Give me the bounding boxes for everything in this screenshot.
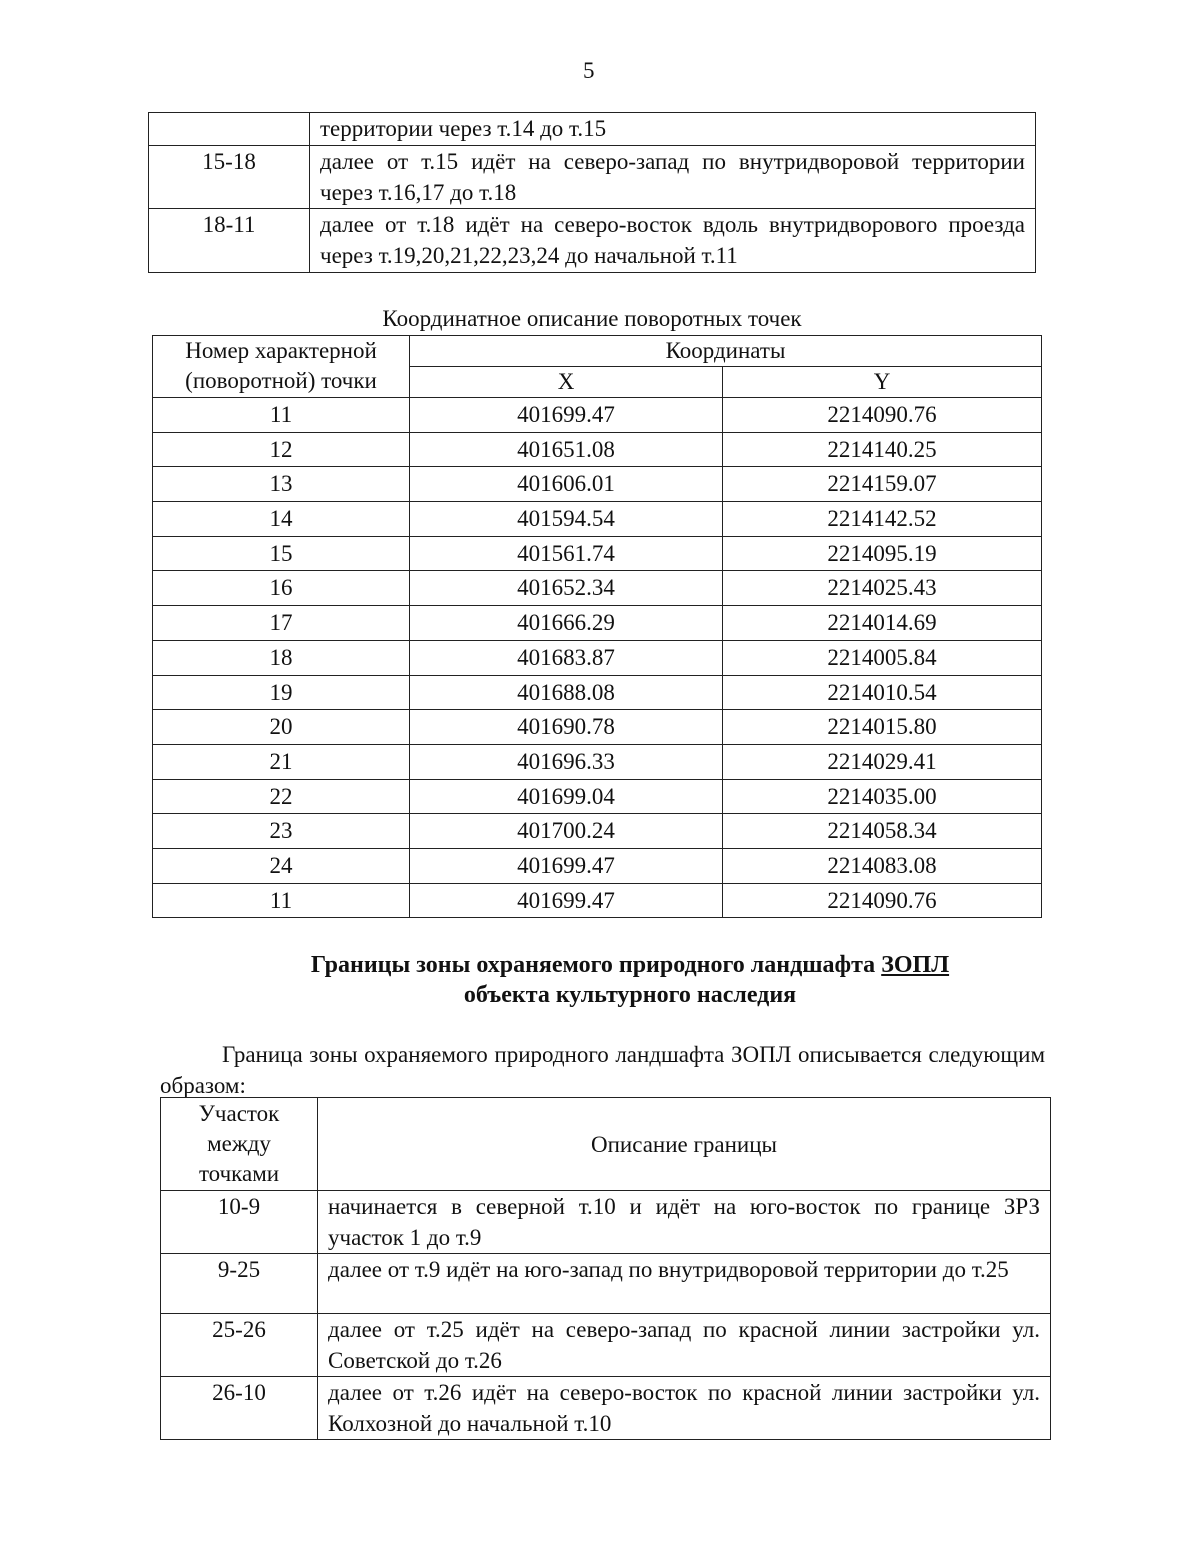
description-cell: далее от т.15 идёт на северо-запад по внутридворовой территории через т.16,17 до т.18 [310, 146, 1036, 209]
coord-point: 24 [153, 848, 410, 883]
coord-point: 19 [153, 675, 410, 710]
coord-row [153, 744, 1042, 779]
header-y: Y [723, 367, 1042, 398]
header-description: Описание границы [318, 1098, 1051, 1191]
description-cell: далее от т.18 идёт на северо-восток вдоль внутридворового проезда через т.19,20,21,22,23,24 до начальной т.11 [310, 209, 1036, 273]
coord-x: 401699.47 [410, 848, 723, 883]
coord-point: 11 [153, 398, 410, 433]
coord-row [153, 606, 1042, 641]
description-cell: начинается в северной т.10 и идёт на юго-восток по границе ЗРЗ участок 1 до т.9 [318, 1191, 1051, 1254]
coord-point: 22 [153, 779, 410, 814]
header-point: Номер характерной (поворотной) точки [153, 336, 410, 398]
coords-caption: Координатное описание поворотных точек [382, 306, 802, 331]
coord-row [153, 640, 1042, 675]
coord-y: 2214014.69 [723, 606, 1042, 641]
coord-x: 401696.33 [410, 744, 723, 779]
coord-x: 401699.47 [410, 398, 723, 433]
coord-point: 20 [153, 710, 410, 745]
coord-row [153, 814, 1042, 849]
boundary-table-continued [148, 112, 1036, 273]
coord-y: 2214142.52 [723, 502, 1042, 537]
description-cell: далее от т.9 идёт на юго-запад по внутридворовой территории до т.25 [318, 1254, 1051, 1314]
coord-x: 401561.74 [410, 536, 723, 571]
coord-point: 11 [153, 883, 410, 918]
section-title [230, 950, 1030, 1010]
table-row [149, 209, 1036, 273]
segment-cell: 25-26 [161, 1314, 318, 1377]
coord-y: 2214090.76 [723, 398, 1042, 433]
coord-x: 401651.08 [410, 432, 723, 467]
coord-y: 2214029.41 [723, 744, 1042, 779]
coord-point: 12 [153, 432, 410, 467]
coord-y: 2214083.08 [723, 848, 1042, 883]
table-row [149, 146, 1036, 209]
coordinates-table [152, 335, 1042, 918]
table-row [161, 1377, 1051, 1440]
coord-point: 23 [153, 814, 410, 849]
table-row [161, 1314, 1051, 1377]
coord-x: 401690.78 [410, 710, 723, 745]
segment-cell [149, 113, 310, 146]
coord-y: 2214015.80 [723, 710, 1042, 745]
coord-point: 16 [153, 571, 410, 606]
segment-cell: 9-25 [161, 1254, 318, 1314]
table-row [149, 113, 1036, 146]
header-segment: Участок между точками [161, 1098, 318, 1191]
coord-x: 401700.24 [410, 814, 723, 849]
coord-y: 2214095.19 [723, 536, 1042, 571]
page-number: 5 [583, 58, 595, 83]
coord-point: 17 [153, 606, 410, 641]
zopl-boundary-table [160, 1097, 1051, 1440]
coord-x: 401699.47 [410, 883, 723, 918]
segment-cell: 18-11 [149, 209, 310, 273]
coord-row [153, 571, 1042, 606]
description-cell: далее от т.25 идёт на северо-запад по красной линии застройки ул. Советской до т.26 [318, 1314, 1051, 1377]
header-coords: Координаты [410, 336, 1042, 367]
coord-row [153, 883, 1042, 918]
coord-y: 2214140.25 [723, 432, 1042, 467]
description-cell: далее от т.26 идёт на северо-восток по красной линии застройки ул. Колхозной до начальной т.10 [318, 1377, 1051, 1440]
coord-x: 401606.01 [410, 467, 723, 502]
coord-x: 401688.08 [410, 675, 723, 710]
coord-row [153, 710, 1042, 745]
coord-row [153, 398, 1042, 433]
coord-x: 401666.29 [410, 606, 723, 641]
coord-point: 21 [153, 744, 410, 779]
coord-x: 401594.54 [410, 502, 723, 537]
coord-x: 401699.04 [410, 779, 723, 814]
coord-row [153, 467, 1042, 502]
table-row [161, 1191, 1051, 1254]
segment-cell: 15-18 [149, 146, 310, 209]
coord-y: 2214090.76 [723, 883, 1042, 918]
coord-y: 2214159.07 [723, 467, 1042, 502]
title-abbr: ЗОПЛ [881, 952, 950, 978]
coord-y: 2214010.54 [723, 675, 1042, 710]
coord-y: 2214005.84 [723, 640, 1042, 675]
coord-y: 2214035.00 [723, 779, 1042, 814]
coord-y: 2214025.43 [723, 571, 1042, 606]
segment-cell: 10-9 [161, 1191, 318, 1254]
segment-cell: 26-10 [161, 1377, 318, 1440]
section-intro: Граница зоны охраняемого природного ландшафта ЗОПЛ описывается следующим образом: [160, 1042, 1045, 1098]
coord-row [153, 848, 1042, 883]
coord-point: 14 [153, 502, 410, 537]
section-title-line2: объекта культурного наследия [463, 982, 797, 1008]
coord-x: 401652.34 [410, 571, 723, 606]
coord-row [153, 779, 1042, 814]
coord-point: 13 [153, 467, 410, 502]
coord-x: 401683.87 [410, 640, 723, 675]
description-cell: территории через т.14 до т.15 [310, 113, 1036, 146]
coord-point: 18 [153, 640, 410, 675]
coord-row [153, 675, 1042, 710]
coord-point: 15 [153, 536, 410, 571]
coord-row [153, 432, 1042, 467]
coord-row [153, 502, 1042, 537]
coord-y: 2214058.34 [723, 814, 1042, 849]
section-title-line1 [230, 950, 1030, 980]
coord-row [153, 536, 1042, 571]
header-x: X [410, 367, 723, 398]
table-row [161, 1254, 1051, 1314]
title-text: Границы зоны охраняемого природного ландшафта [310, 952, 882, 978]
